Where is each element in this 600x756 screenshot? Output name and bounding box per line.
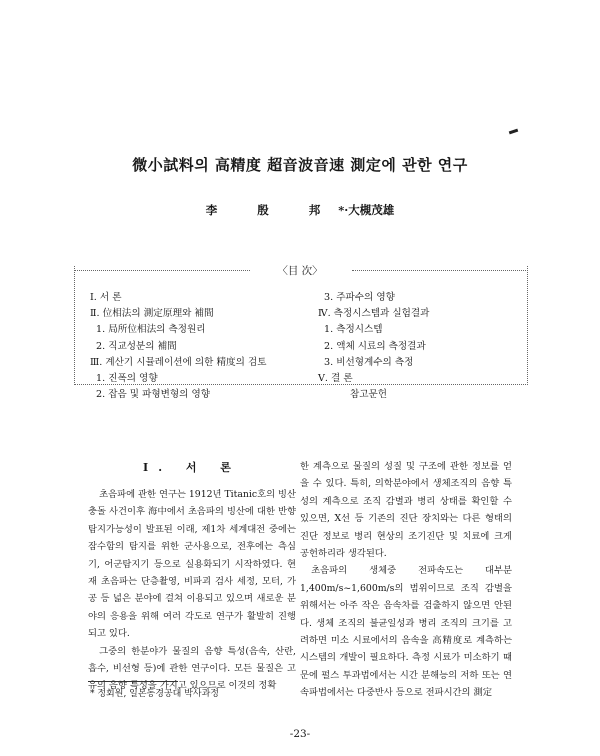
toc-item: 2. 액체 시료의 측정결과 xyxy=(324,340,426,352)
toc-item: Ⅴ. 결 론 xyxy=(318,373,353,385)
toc-item: 3. 비선형계수의 측정 xyxy=(324,356,414,368)
toc-item: 1. 局所位相法의 측정원리 xyxy=(96,324,206,336)
footnote-rule xyxy=(88,681,178,682)
toc-item: 1. 진폭의 영향 xyxy=(96,373,158,385)
toc-item: 참고문헌 xyxy=(350,389,388,401)
toc-item: 2. 잡음 및 파형변형의 영향 xyxy=(96,389,211,401)
page-number: -23- xyxy=(289,728,311,740)
body-right-column xyxy=(300,458,512,702)
paragraph: 그중의 한분야가 물질의 음향 특성(음속, 산란, 흡수, 비선형 등)에 관한 연구이다. 모든 물질은 고유의 음향 특성을 가지고 있으므로 이것의 정확 xyxy=(88,645,296,692)
author-coauthor: *·大槻茂雄 xyxy=(338,203,395,217)
toc-item: 3. 주파수의 영향 xyxy=(324,292,395,303)
toc-item: 1. 측정시스템 xyxy=(324,324,383,336)
paper-title: 微小試料의 高精度 超音波音速 測定에 관한 연구 xyxy=(132,156,468,174)
section-heading: Ⅰ. 서 론 xyxy=(143,461,241,474)
toc-left-column xyxy=(90,290,266,403)
footnote: * 정회원, 일본동경공대 박사과정 xyxy=(90,689,219,699)
toc-item: 2. 직교성분의 補間 xyxy=(96,340,177,352)
toc-item: Ⅲ. 계산기 시뮬레이션에 의한 精度의 검토 xyxy=(90,356,267,368)
toc-item: Ⅰ. 서 론 xyxy=(90,292,122,303)
author-name: 李 殷 邦 xyxy=(205,203,339,217)
toc-item: Ⅱ. 位相法의 測定原理와 補間 xyxy=(90,308,214,320)
authors-line xyxy=(0,202,600,218)
body-left-column xyxy=(88,486,296,695)
toc-item: Ⅳ. 측정시스템과 실험결과 xyxy=(318,308,430,320)
paragraph: 초음파의 생체중 전파속도는 대부분 1,400m/s~1,600m/s의 범위이므로 조직 감별을 위해서는 아주 작은 음속차를 검출하지 않으면 안된다. 생체 조직의 불균일성과 병리 조직의 크기를 고려하면 미소 시료에서의 음속을 高精度로 계측하는 시스템의 개발이 필요하다. 측정 시료가 미소하기 때문에 펄스 투과법에서는 시간 분해능의 저하 또는 연속파법에서는 다중반사 등으로 전파시간의 測定 xyxy=(300,565,512,699)
toc-right-column xyxy=(318,290,429,403)
toc-heading: 〈目 次〉 xyxy=(277,265,323,277)
paragraph: 한 계측으로 물질의 성질 및 구조에 관한 정보를 얻을 수 있다. 특히, 의학분야에서 생체조직의 음향 특성의 계측으로 조직 감별과 병리 상태를 확인할 수 있으면, X선 등 기존의 진단 장치와는 다른 형태의 진단 정보로 병리 현상의 조기진단 및 치료에 크게 공헌하리라 생각된다. xyxy=(300,461,512,560)
paragraph: 초음파에 관한 연구는 1912년 Titanic호의 빙산충돌 사건이후 海中에서 초음파의 빙산에 대한 반향 탐지가능성이 발표된 이래, 제1차 세계대전 중에는 잠수함의 탐지를 위한 군사용으로, 전후에는 측심기, 어군탐지기 등으로 실용화되기 시작하였다. 현재 초음파는 단층촬영, 비파괴 검사 세정, 모터, 가공 등 넓은 분야에 걸쳐 이용되고 있으며 새로운 분야의 응용을 위해 여러 각도로 연구가 활발히 진행되고 있다. xyxy=(88,489,296,640)
scan-mark xyxy=(509,129,518,135)
